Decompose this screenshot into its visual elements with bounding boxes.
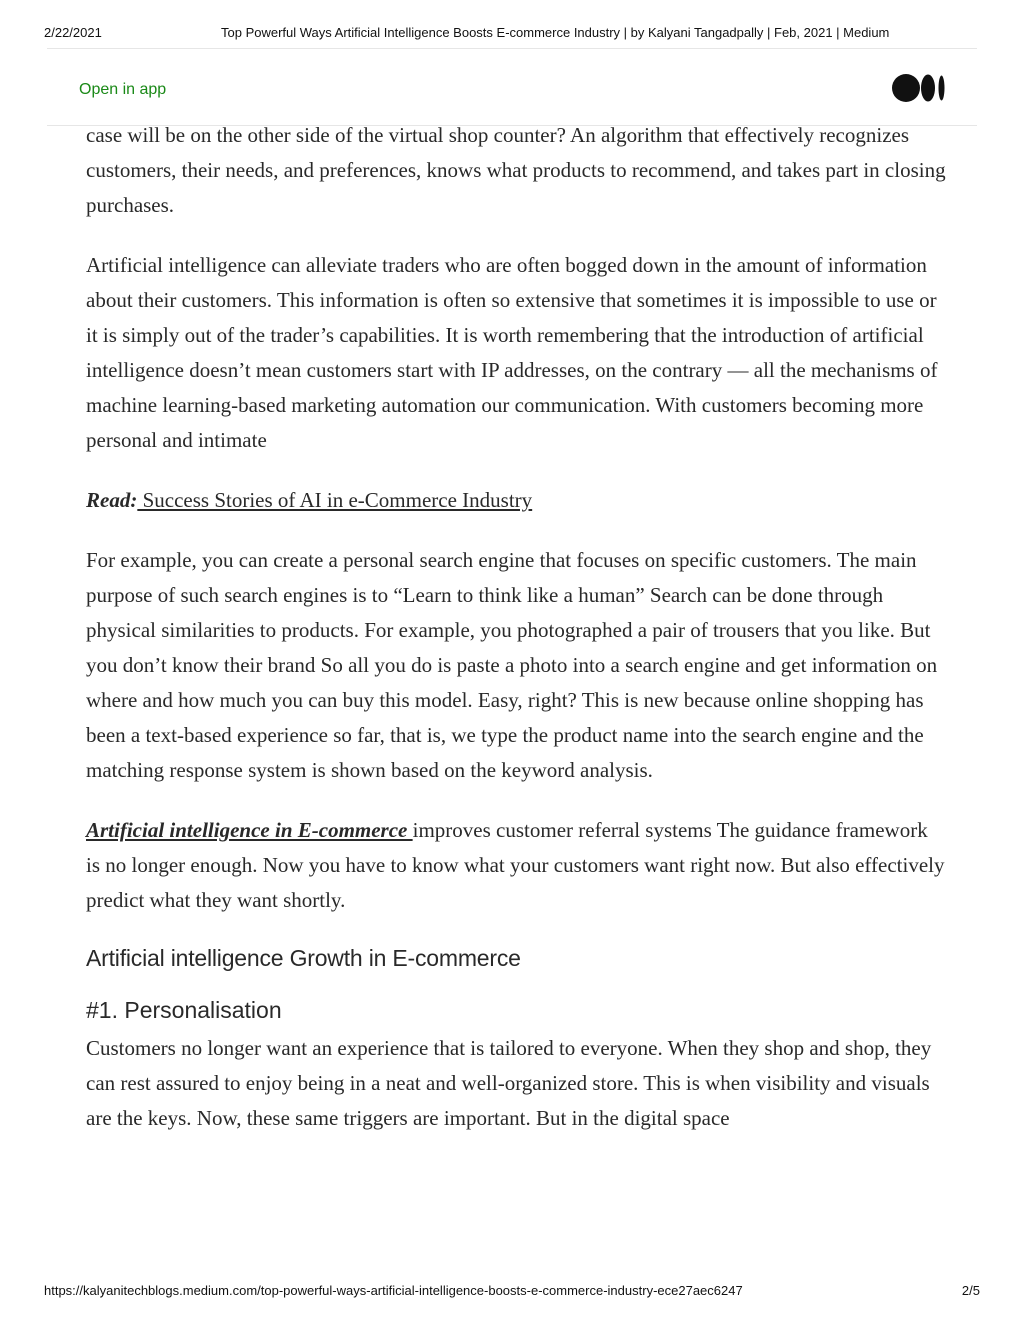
section-heading-growth: Artificial intelligence Growth in E-commerce xyxy=(86,945,521,971)
success-stories-link[interactable]: Success Stories of AI in e-Commerce Industry xyxy=(137,488,533,512)
ai-in-ecommerce-link[interactable]: Artificial intelligence in E-commerce xyxy=(86,818,413,842)
read-label: Read: xyxy=(86,488,138,512)
paragraph-traders: Artificial intelligence can alleviate traders who are often bogged down in the amount of information about their customers. This information is often so extensive that sometimes it is impossible to use or it is simply out of the trader’s capabilities. It is worth remembering that the introduction of artificial intelligence doesn’t mean customers start with IP addresses, on the contrary — all the mechanisms of machine learning-based marketing automation our communication. With customers becoming more personal and intimate xyxy=(86,253,938,452)
subheading-personalisation: #1. Personalisation xyxy=(86,997,282,1023)
paragraph-personalisation: Customers no longer want an experience that is tailored to everyone. When they shop and shop, they can rest assured to enjoy being in a neat and well-organized store. This is when visibility and visuals are the keys. Now, these same triggers are important. But in the digital space xyxy=(86,1036,932,1130)
print-header xyxy=(0,0,1024,44)
read-also xyxy=(86,483,946,518)
print-url: https://kalyanitechblogs.medium.com/top-powerful-ways-artificial-intelligence-boosts-e-commerce-industry-ece27aec6247 xyxy=(44,1283,743,1298)
print-page-title: Top Powerful Ways Artificial Intelligence Boosts E-commerce Industry | by Kalyani Tangadpally | Feb, 2021 | Medium xyxy=(221,25,890,40)
print-date: 2/22/2021 xyxy=(44,25,102,40)
paragraph-search-engine: For example, you can create a personal search engine that focuses on specific customers. The main purpose of such search engines is to “Learn to think like a human” Search can be done through physical similarities to products. For example, you photographed a pair of trousers that you like. But you don’t know their brand So all you do is paste a photo into a search engine and get information on where and how much you can buy this model. Easy, right? This is new because online shopping has been a text-based experience so far, that is, we type the product name into the search engine and the matching response system is shown based on the keyword analysis. xyxy=(86,548,938,782)
medium-logo-icon[interactable] xyxy=(891,73,947,103)
paragraph-referral-text: improves customer referral systems The guidance framework is no longer enough. Now you have to know what your customers want right now. But also effectively predict what they want shortly. xyxy=(86,818,945,912)
open-in-app-link[interactable]: Open in app xyxy=(79,81,167,98)
paragraph-virtual-shop: case will be on the other side of the virtual shop counter? An algorithm that effectively recognizes customers, their needs, and preferences, knows what products to recommend, and takes part in closing purchases. xyxy=(86,123,946,217)
page-number: 2/5 xyxy=(961,1283,980,1298)
article-body xyxy=(86,118,946,1161)
app-bar xyxy=(47,48,977,126)
paragraph-referral xyxy=(86,813,946,918)
print-footer xyxy=(0,1283,1024,1303)
